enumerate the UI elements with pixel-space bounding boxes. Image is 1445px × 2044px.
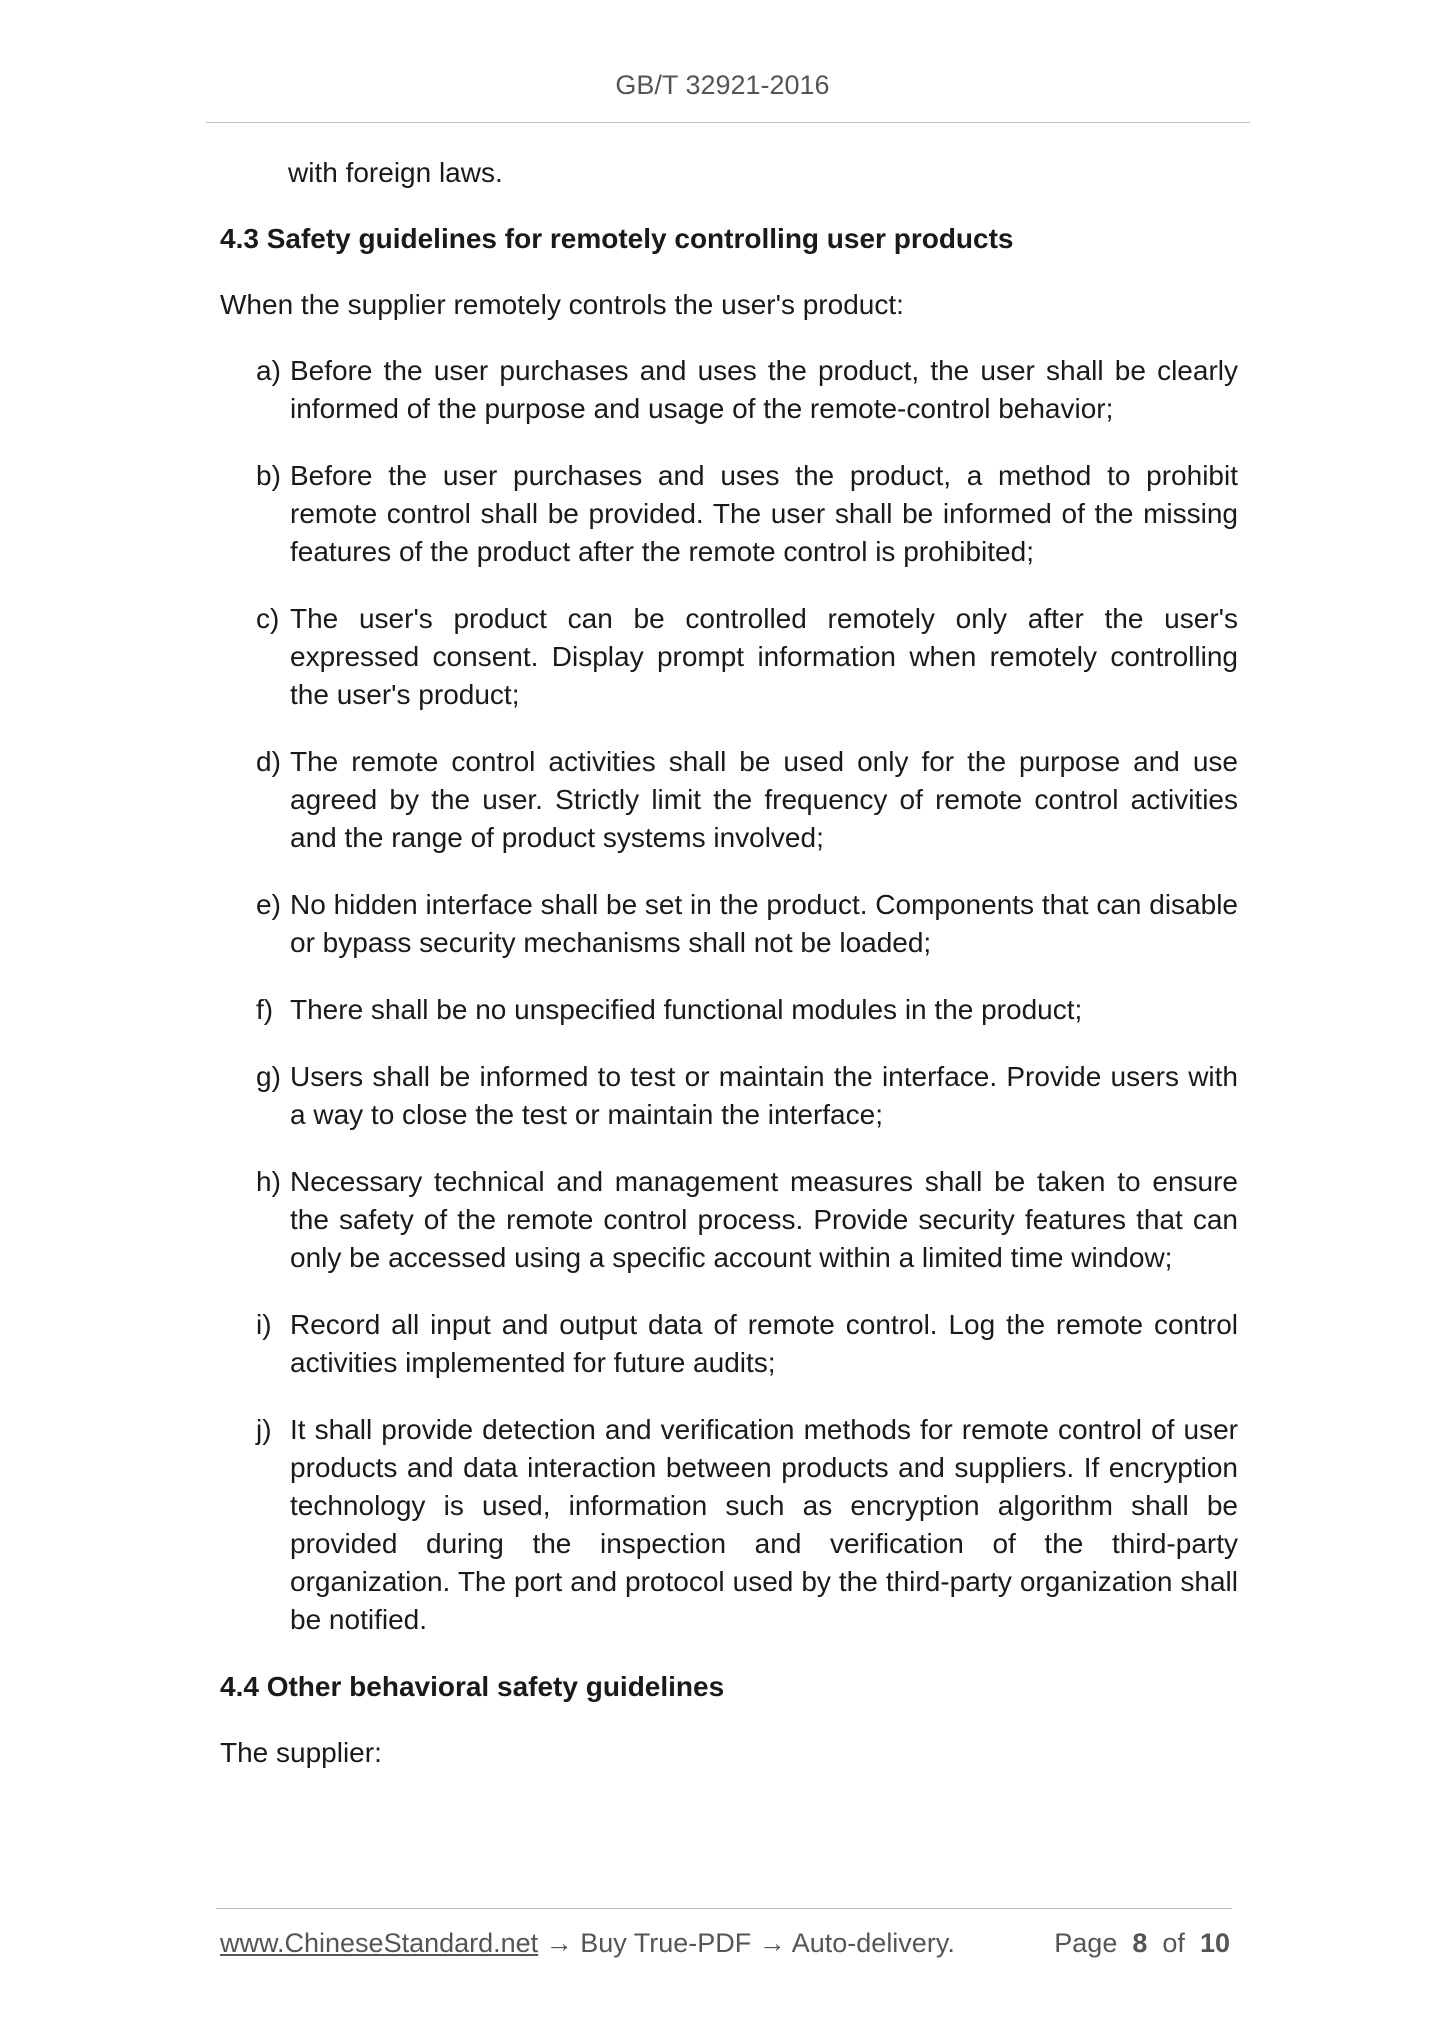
item-text: No hidden interface shall be set in the product. Components that can disable or bypass security mechanisms shall not be loaded; — [290, 889, 1238, 958]
item-text: Before the user purchases and uses the product, the user shall be clearly informed of the purpose and usage of the remote-control behavior; — [290, 355, 1238, 424]
page-indicator — [1054, 1928, 1230, 1959]
item-text: Before the user purchases and uses the product, a method to prohibit remote control shall be provided. The user shall be informed of the missing features of the product after the remote control is prohibited; — [290, 460, 1238, 567]
section-4-3-intro: When the supplier remotely controls the user's product: — [220, 289, 904, 320]
requirements-list — [220, 352, 1238, 1639]
list-item — [256, 600, 1238, 714]
item-marker: e) — [256, 889, 281, 920]
list-item — [256, 457, 1238, 571]
item-marker: c) — [256, 603, 280, 634]
item-text: Necessary technical and management measures shall be taken to ensure the safety of the remote control process. Provide security features that can only be accessed using a specific account within a limited time window; — [290, 1166, 1238, 1273]
page-content — [220, 154, 1238, 1800]
item-text: Record all input and output data of remote control. Log the remote control activities implemented for future audits; — [290, 1309, 1238, 1378]
item-marker: b) — [256, 460, 281, 491]
footer-left — [220, 1928, 955, 1959]
item-marker: i) — [256, 1309, 272, 1340]
list-item — [256, 352, 1238, 428]
page-total: 10 — [1199, 1928, 1230, 1958]
item-marker: f) — [256, 994, 274, 1025]
item-marker: h) — [256, 1166, 281, 1197]
list-item — [256, 1163, 1238, 1277]
page-current: 8 — [1132, 1928, 1148, 1958]
header-divider — [206, 122, 1250, 123]
section-4-4-intro: The supplier: — [220, 1737, 382, 1768]
section-heading-4-4: 4.4 Other behavioral safety guidelines — [220, 1671, 725, 1702]
list-item — [256, 1306, 1238, 1382]
continuation-text: with foreign laws. — [288, 157, 503, 188]
page-word: Page — [1054, 1928, 1118, 1958]
list-item — [256, 991, 1238, 1029]
list-item — [256, 743, 1238, 857]
standard-code: GB/T 32921-2016 — [615, 70, 830, 100]
item-text: There shall be no unspecified functional modules in the product; — [290, 994, 1083, 1025]
item-marker: g) — [256, 1061, 281, 1092]
item-text: The user's product can be controlled remotely only after the user's expressed consent. Display prompt information when remotely controlling the user's product; — [290, 603, 1238, 710]
footer-divider — [216, 1908, 1232, 1909]
item-marker: d) — [256, 746, 281, 777]
item-marker: a) — [256, 355, 281, 386]
of-word: of — [1162, 1928, 1185, 1958]
list-item — [256, 886, 1238, 962]
list-item — [256, 1411, 1238, 1639]
section-heading-4-3: 4.3 Safety guidelines for remotely controlling user products — [220, 223, 1014, 254]
item-text: The remote control activities shall be used only for the purpose and use agreed by the user. Strictly limit the frequency of remote control activities and the range of product systems involved; — [290, 746, 1238, 853]
item-marker: j) — [256, 1414, 272, 1445]
page-header — [0, 70, 1445, 101]
website-link[interactable]: www.ChineseStandard.net — [220, 1928, 539, 1958]
list-item — [256, 1058, 1238, 1134]
item-text: Users shall be informed to test or maintain the interface. Provide users with a way to close the test or maintain the interface; — [290, 1061, 1238, 1130]
item-text: It shall provide detection and verification methods for remote control of user products and data interaction between products and suppliers. If encryption technology is used, information such as encryption algorithm shall be provided during the inspection and verification of the third-party organization. The port and protocol used by the third-party organization shall be notified. — [290, 1414, 1238, 1635]
footer-tagline: → Buy True-PDF → Auto-delivery. — [538, 1928, 955, 1958]
page-footer — [220, 1928, 1230, 1959]
